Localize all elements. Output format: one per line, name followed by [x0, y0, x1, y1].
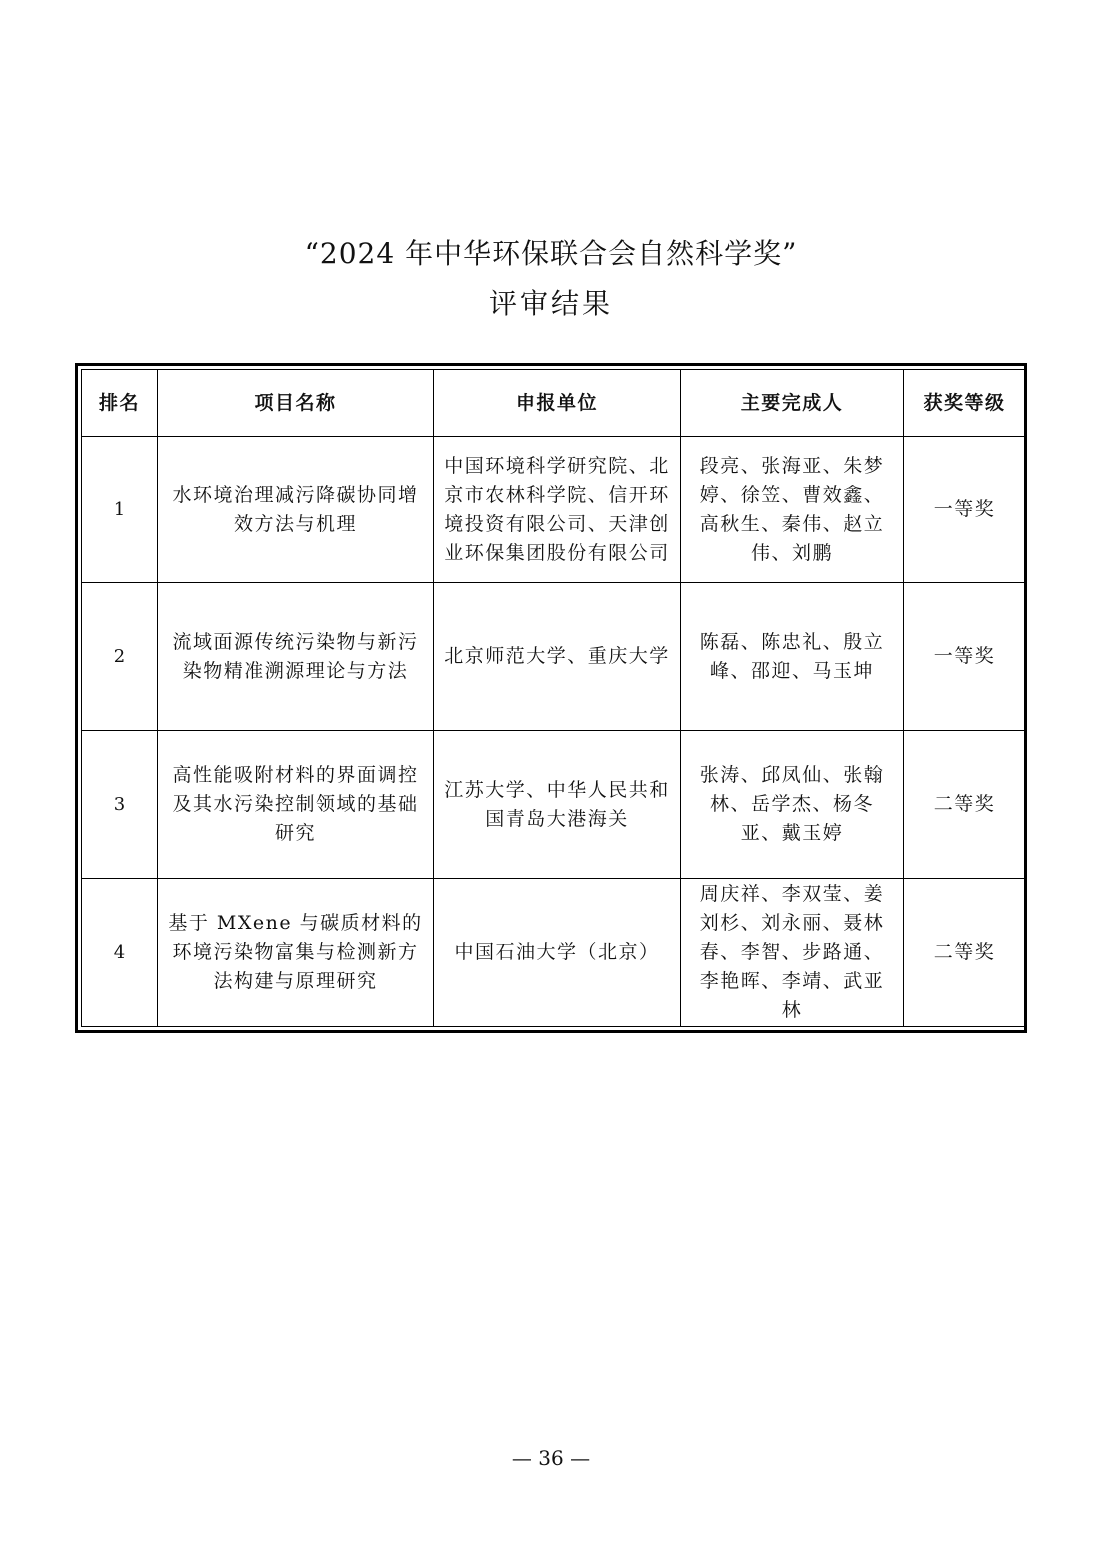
table-row — [82, 731, 1026, 879]
header-project: 项目名称 — [158, 370, 434, 437]
table-header-row — [82, 370, 1026, 437]
org-cell: 江苏大学、中华人民共和国青岛大港海关 — [434, 731, 681, 879]
rank-cell: 1 — [82, 437, 158, 583]
org-cell: 中国石油大学（北京） — [434, 879, 681, 1027]
document-subtitle: 评审结果 — [488, 287, 613, 320]
level-cell: 二等奖 — [904, 879, 1026, 1027]
table-row — [82, 879, 1026, 1027]
project-cell: 水环境治理减污降碳协同增效方法与机理 — [158, 437, 434, 583]
people-cell: 陈磊、陈忠礼、殷立峰、邵迎、马玉坤 — [681, 583, 904, 731]
rank-cell: 2 — [82, 583, 158, 731]
rank-cell: 4 — [82, 879, 158, 1027]
level-cell: 一等奖 — [904, 437, 1026, 583]
people-cell: 张涛、邱凤仙、张翰林、岳学杰、杨冬亚、戴玉婷 — [681, 731, 904, 879]
document-title: “2024 年中华环保联合会自然科学奖” — [304, 237, 798, 270]
project-cell: 高性能吸附材料的界面调控及其水污染控制领域的基础研究 — [158, 731, 434, 879]
project-cell: 基于 MXene 与碳质材料的环境污染物富集与检测新方法构建与原理研究 — [158, 879, 434, 1027]
level-cell: 二等奖 — [904, 731, 1026, 879]
rank-cell: 3 — [82, 731, 158, 879]
table-row — [82, 437, 1026, 583]
level-cell: 一等奖 — [904, 583, 1026, 731]
table-row — [82, 583, 1026, 731]
people-cell: 段亮、张海亚、朱梦婷、徐笠、曹效鑫、高秋生、秦伟、赵立伟、刘鹏 — [681, 437, 904, 583]
results-table — [81, 369, 1026, 1027]
org-cell: 北京师范大学、重庆大学 — [434, 583, 681, 731]
project-cell: 流域面源传统污染物与新污染物精准溯源理论与方法 — [158, 583, 434, 731]
header-rank: 排名 — [82, 370, 158, 437]
page-number: — 36 — — [511, 1446, 591, 1470]
org-cell: 中国环境科学研究院、北京市农林科学院、信开环境投资有限公司、天津创业环保集团股份有限公司 — [434, 437, 681, 583]
header-level: 获奖等级 — [904, 370, 1026, 437]
header-people: 主要完成人 — [681, 370, 904, 437]
header-org: 申报单位 — [434, 370, 681, 437]
results-table-frame — [75, 363, 1027, 1033]
people-cell: 周庆祥、李双莹、姜刘杉、刘永丽、聂林春、李智、步路通、李艳晖、李靖、武亚林 — [681, 879, 904, 1027]
